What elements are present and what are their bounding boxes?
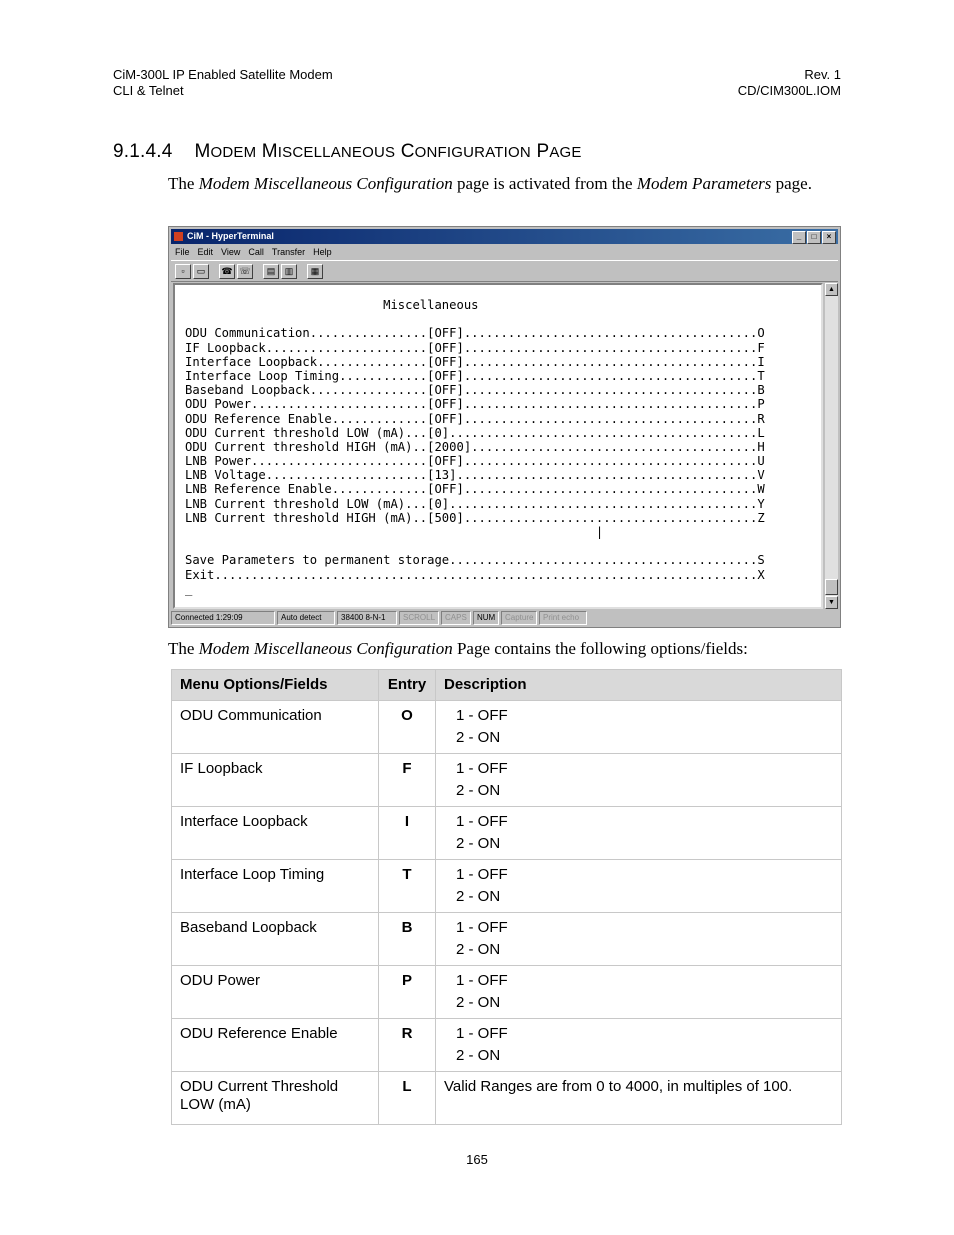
terminal-line: Save Parameters to permanent storage..........................................S bbox=[185, 553, 765, 568]
window-title: CiM - HyperTerminal bbox=[187, 231, 274, 241]
option-description bbox=[436, 754, 842, 807]
menu-item[interactable]: View bbox=[221, 247, 241, 257]
option-name: ODU Current Threshold LOW (mA) bbox=[172, 1072, 379, 1125]
option-name: ODU Power bbox=[172, 966, 379, 1019]
window-titlebar bbox=[171, 229, 838, 244]
product-name: CiM-300L IP Enabled Satellite Modem bbox=[113, 67, 333, 82]
section-number: 9.1.4.4 bbox=[113, 141, 173, 162]
terminal-line bbox=[185, 539, 765, 553]
terminal-line: ODU Current threshold LOW (mA)...[0]..........................................L bbox=[185, 425, 765, 440]
scroll-up-icon[interactable]: ▲ bbox=[825, 283, 838, 296]
description-line: 1 - OFF bbox=[456, 707, 508, 724]
option-entry: P bbox=[379, 966, 436, 1019]
terminal-line: IF Loopback......................[OFF]........................................F bbox=[185, 340, 765, 355]
terminal-screen[interactable] bbox=[173, 283, 823, 609]
terminal-line: | bbox=[185, 525, 604, 539]
receive-icon[interactable]: ▥ bbox=[281, 264, 297, 279]
menu-item[interactable]: Call bbox=[248, 247, 264, 257]
option-description bbox=[436, 1019, 842, 1072]
vertical-scrollbar[interactable] bbox=[824, 283, 838, 609]
terminal-line: Interface Loop Timing............[OFF]........................................T bbox=[185, 368, 765, 383]
status-cell: Auto detect bbox=[277, 611, 335, 625]
option-description: Valid Ranges are from 0 to 4000, in multiples of 100. bbox=[436, 1072, 842, 1125]
option-entry: O bbox=[379, 701, 436, 754]
terminal-line: Miscellaneous bbox=[185, 298, 479, 312]
terminal-line: LNB Current threshold HIGH (mA)..[500]........................................Z bbox=[185, 510, 765, 525]
table-intro-page-name: Modem Miscellaneous Configuration bbox=[198, 639, 453, 658]
terminal-text bbox=[185, 298, 765, 596]
terminal-line: ODU Communication................[OFF]........................................O bbox=[185, 326, 765, 341]
status-cell: CAPS bbox=[441, 611, 471, 625]
chapter-name: CLI & Telnet bbox=[113, 83, 184, 98]
running-header-right bbox=[738, 67, 841, 99]
option-name: Interface Loopback bbox=[172, 807, 379, 860]
table-row bbox=[172, 913, 842, 966]
header-description: Description bbox=[436, 670, 842, 701]
intro-paragraph: The Modem Miscellaneous Configuration page is activated from the Modem Parameters page. bbox=[168, 174, 812, 193]
table-row bbox=[172, 1019, 842, 1072]
option-description bbox=[436, 966, 842, 1019]
connect-icon[interactable]: ☎ bbox=[219, 264, 235, 279]
status-cell: SCROLL bbox=[399, 611, 439, 625]
table-row bbox=[172, 807, 842, 860]
option-name: ODU Communication bbox=[172, 701, 379, 754]
terminal-line bbox=[185, 312, 765, 326]
status-cell: Capture bbox=[501, 611, 537, 625]
close-icon[interactable]: × bbox=[822, 231, 836, 244]
menu-item[interactable]: Help bbox=[313, 247, 332, 257]
app-icon bbox=[174, 232, 183, 241]
description-line: 1 - OFF bbox=[456, 813, 508, 830]
status-cell: Print echo bbox=[539, 611, 587, 625]
new-file-icon[interactable]: ▫ bbox=[175, 264, 191, 279]
description-line: 1 - OFF bbox=[456, 972, 508, 989]
toolbar bbox=[171, 260, 838, 282]
intro-page-name: Modem Miscellaneous Configuration bbox=[198, 174, 453, 193]
status-cell: Connected 1:29:09 bbox=[171, 611, 275, 625]
description-line: 2 - ON bbox=[456, 941, 501, 958]
title-word: PAGE bbox=[536, 141, 582, 162]
send-icon[interactable]: ▤ bbox=[263, 264, 279, 279]
maximize-icon[interactable]: □ bbox=[807, 231, 821, 244]
terminal-line: LNB Voltage......................[13].........................................V bbox=[185, 468, 765, 483]
table-header-row bbox=[172, 670, 842, 701]
status-cell: 38400 8-N-1 bbox=[337, 611, 397, 625]
scroll-thumb[interactable] bbox=[825, 579, 838, 595]
header-entry: Entry bbox=[379, 670, 436, 701]
description-line: 1 - OFF bbox=[456, 919, 508, 936]
menu-bar bbox=[171, 245, 838, 259]
document-id: CD/CIM300L.IOM bbox=[737, 83, 841, 98]
section-title-text bbox=[194, 141, 581, 162]
terminal-line: Baseband Loopback................[OFF]........................................B bbox=[185, 383, 765, 398]
minimize-icon[interactable]: _ bbox=[792, 231, 806, 244]
scroll-down-icon[interactable]: ▼ bbox=[825, 596, 838, 609]
status-cell: NUM bbox=[473, 611, 499, 625]
description-line: 2 - ON bbox=[456, 782, 501, 799]
table-row bbox=[172, 860, 842, 913]
header-menu-options: Menu Options/Fields bbox=[172, 670, 379, 701]
intro-parent-page-name: Modem Parameters bbox=[636, 174, 772, 193]
menu-item[interactable]: Edit bbox=[197, 247, 214, 257]
menu-item[interactable]: Transfer bbox=[271, 247, 306, 257]
description-line: 2 - ON bbox=[456, 994, 501, 1011]
terminal-line: ODU Power........................[OFF]........................................P bbox=[185, 397, 765, 412]
option-entry: T bbox=[379, 860, 436, 913]
terminal-line: LNB Current threshold LOW (mA)...[0]..........................................Y bbox=[185, 496, 765, 511]
window-controls bbox=[792, 231, 836, 244]
terminal-line: ODU Reference Enable.............[OFF]........................................R bbox=[185, 411, 765, 426]
running-header-left bbox=[113, 67, 333, 99]
menu-item[interactable]: File bbox=[175, 247, 190, 257]
option-entry: I bbox=[379, 807, 436, 860]
page-number: 165 bbox=[466, 1152, 488, 1167]
table-row bbox=[172, 701, 842, 754]
terminal-line: LNB Power........................[OFF]........................................U bbox=[185, 454, 765, 469]
status-bar bbox=[171, 611, 838, 625]
title-word: MODEM bbox=[194, 141, 257, 162]
option-name: ODU Reference Enable bbox=[172, 1019, 379, 1072]
table-row bbox=[172, 966, 842, 1019]
option-entry: F bbox=[379, 754, 436, 807]
description-line: 1 - OFF bbox=[456, 760, 508, 777]
description-line: 2 - ON bbox=[456, 835, 501, 852]
option-entry: B bbox=[379, 913, 436, 966]
revision: Rev. 1 bbox=[804, 67, 841, 82]
terminal-line: Exit..........................................................................X bbox=[185, 567, 765, 582]
option-description bbox=[436, 913, 842, 966]
hyperterminal-screenshot bbox=[168, 226, 841, 628]
title-word: CONFIGURATION bbox=[400, 141, 531, 162]
table-row bbox=[172, 754, 842, 807]
open-folder-icon[interactable]: ▭ bbox=[193, 264, 209, 279]
option-entry: L bbox=[379, 1072, 436, 1125]
options-table bbox=[171, 669, 842, 1125]
disconnect-icon[interactable]: ☏ bbox=[237, 264, 253, 279]
terminal-line: ODU Current threshold HIGH (mA)..[2000].......................................H bbox=[185, 439, 765, 454]
option-description bbox=[436, 701, 842, 754]
option-entry: R bbox=[379, 1019, 436, 1072]
title-word: MISCELLANEOUS bbox=[261, 141, 396, 162]
section-heading bbox=[113, 141, 582, 163]
description-line: 1 - OFF bbox=[456, 1025, 508, 1042]
table-intro-paragraph: The Modem Miscellaneous Configuration Page contains the following options/fields: bbox=[168, 639, 748, 658]
option-name: IF Loopback bbox=[172, 754, 379, 807]
table-row bbox=[172, 1072, 842, 1125]
option-description bbox=[436, 860, 842, 913]
option-name: Interface Loop Timing bbox=[172, 860, 379, 913]
description-line: 2 - ON bbox=[456, 888, 501, 905]
description-line: 1 - OFF bbox=[456, 866, 508, 883]
terminal-line: Interface Loopback...............[OFF]........................................I bbox=[185, 354, 765, 369]
option-description bbox=[436, 807, 842, 860]
terminal-line: _ bbox=[185, 581, 193, 596]
description-line: 2 - ON bbox=[456, 1047, 501, 1064]
terminal-line: LNB Reference Enable.............[OFF]........................................W bbox=[185, 482, 765, 497]
description-line: 2 - ON bbox=[456, 729, 501, 746]
option-name: Baseband Loopback bbox=[172, 913, 379, 966]
properties-icon[interactable]: ▦ bbox=[307, 264, 323, 279]
